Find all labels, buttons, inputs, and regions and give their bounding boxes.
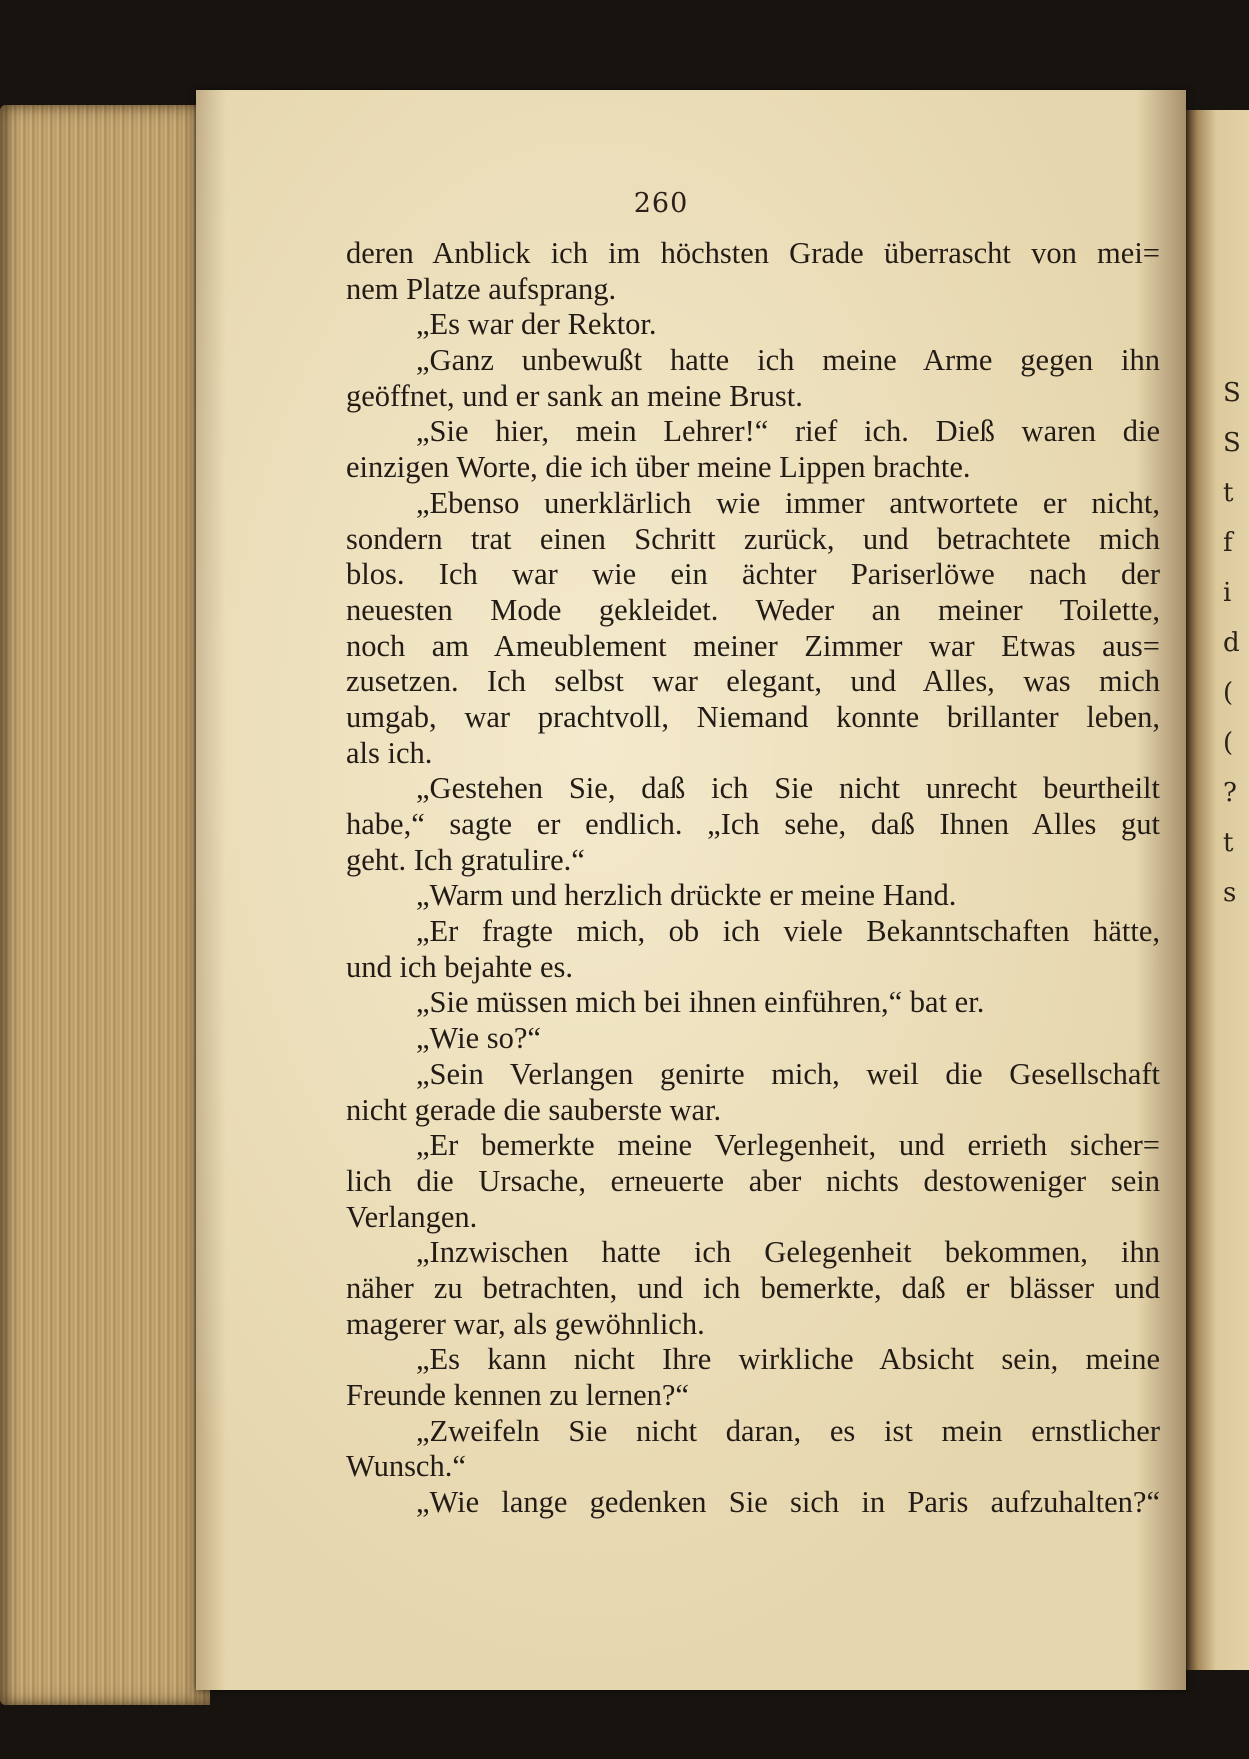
text-line: noch am Ameublement meiner Zimmer war Etwas aus= [346, 628, 1160, 663]
book-page [196, 90, 1186, 1690]
text-line: „Ebenso unerklärlich wie immer antwortete er nicht, [416, 485, 1160, 520]
text-line: „Er bemerkte meine Verlegenheit, und errieth sicher= [416, 1128, 1160, 1163]
text-line: „Zweifeln Sie nicht daran, es ist mein ernstlicher [416, 1413, 1160, 1448]
text-line: lich die Ursache, erneuerte aber nichts destoweniger sein [346, 1163, 1160, 1198]
text-line: nicht gerade die sauberste war. [346, 1092, 722, 1127]
text-line: „Gestehen Sie, daß ich Sie nicht unrecht beurtheilt [416, 771, 1160, 806]
text-line: „Sein Verlangen genirte mich, weil die Gesellschaft [416, 1056, 1160, 1091]
text-line: blos. Ich war wie ein ächter Pariserlöwe nach der [346, 557, 1160, 592]
text-line: einzigen Worte, die ich über meine Lippen brachte. [346, 450, 971, 485]
text-line: habe,“ sagte er endlich. „Ich sehe, daß Ihnen Alles gut [346, 807, 1160, 841]
text-line: geöffnet, und er sank an meine Brust. [346, 378, 803, 413]
text-line: „Sie hier, mein Lehrer!“ rief ich. Dieß waren die [416, 414, 1160, 449]
text-line: „Er fragte mich, ob ich viele Bekanntschaften hätte, [416, 914, 1160, 949]
text-line: Freunde kennen zu lernen?“ [346, 1378, 689, 1412]
text-line: Verlangen. [346, 1199, 478, 1234]
text-line: umgab, war prachtvoll, Niemand konnte brillanter leben, [346, 699, 1160, 734]
facing-page-letters: S S t f i d ( ( ? t s [1223, 378, 1241, 908]
text-line: „Inzwischen hatte ich Gelegenheit bekommen, ihn [416, 1235, 1160, 1270]
page-number: 260 [633, 188, 689, 219]
text-line: geht. Ich gratulire.“ [346, 842, 585, 877]
text-line: und ich bejahte es. [346, 949, 573, 984]
text-line: deren Anblick ich im höchsten Grade überrascht von mei= [346, 236, 1160, 270]
text-line: „Wie lange gedenken Sie sich in Paris aufzuhalten?“ [416, 1485, 1160, 1520]
text-line: „Es war der Rektor. [416, 307, 657, 342]
page-edges [0, 105, 210, 1705]
open-book [0, 60, 1249, 1759]
body-text [346, 236, 1160, 1521]
text-line: neuesten Mode gekleidet. Weder an meiner Toilette, [346, 592, 1160, 627]
text-line: näher zu betrachten, und ich bemerkte, daß er blässer und [346, 1270, 1160, 1305]
text-line: zusetzen. Ich selbst war elegant, und Alles, was mich [346, 664, 1160, 699]
text-line: magerer war, als gewöhnlich. [346, 1306, 705, 1341]
facing-page-edge [1186, 110, 1249, 1670]
text-line: „Sie müssen mich bei ihnen einführen,“ bat er. [416, 985, 985, 1020]
text-line: Wunsch.“ [346, 1449, 466, 1484]
text-line: sondern trat einen Schritt zurück, und betrachtete mich [346, 521, 1160, 556]
text-line: als ich. [346, 735, 433, 770]
text-line: nem Platze aufsprang. [346, 271, 617, 306]
text-line: „Warm und herzlich drückte er meine Hand. [416, 878, 957, 913]
text-line: „Es kann nicht Ihre wirkliche Absicht sein, meine [416, 1342, 1160, 1377]
text-line: „Ganz unbewußt hatte ich meine Arme gegen ihn [416, 343, 1160, 378]
text-line: „Wie so?“ [416, 1021, 541, 1056]
